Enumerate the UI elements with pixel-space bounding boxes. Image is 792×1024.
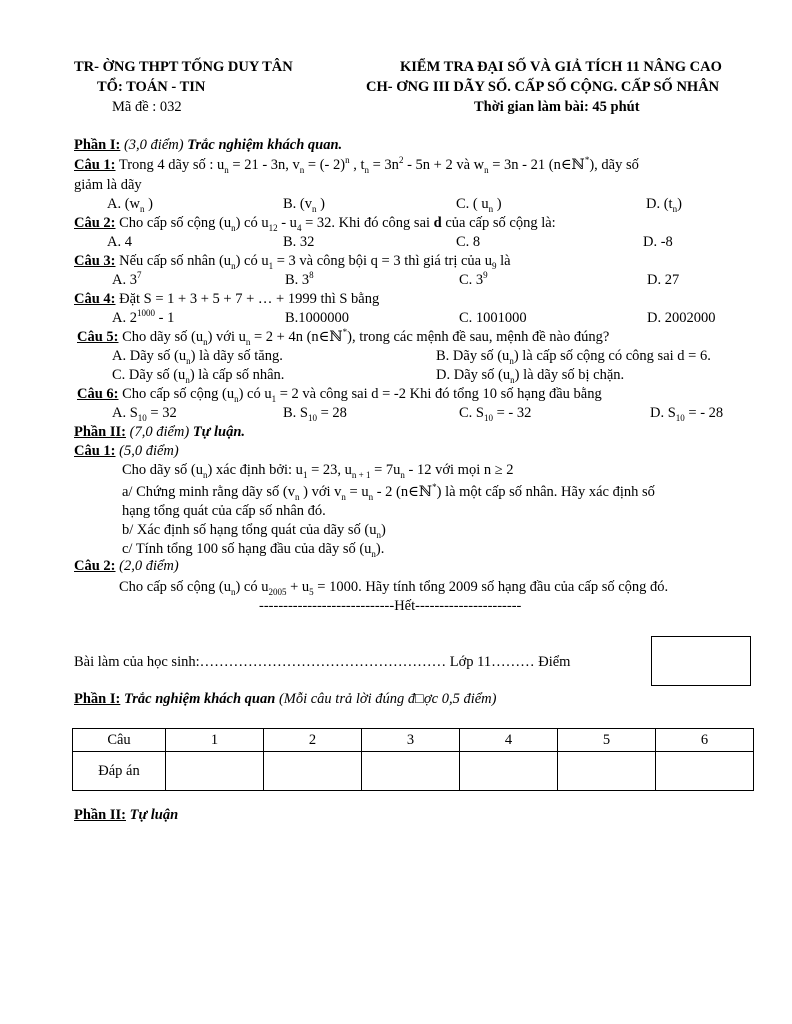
q2-option-b: B. 32: [283, 234, 315, 250]
q6-option-b: B. $S_{10} = 28$: [283, 405, 347, 423]
p2-q1-text: Cho dãy số $(u_n)$ xác định bởi: $u_1 = 23$, $u_{n + 1} = 7u_n - 12$ với mọi n ≥ 2: [122, 462, 514, 480]
header-cell: Câu: [73, 729, 166, 752]
q1-text-cont: giảm là dãy: [74, 177, 142, 193]
q6-option-d: D. $S_{10}$ = - 28: [650, 405, 724, 423]
q1-option-c: C. ( $u_n$ ): [456, 196, 502, 214]
q2-label: Câu 2:: [74, 215, 116, 231]
p2-q1-part-c: c/ Tính tổng 100 số hạng đầu của dãy số $(u_n)$.: [122, 541, 385, 559]
exam-title: KIỂM TRA ĐẠI SỐ VÀ GIẢ TÍCH 11 NÂNG CAO: [400, 59, 722, 75]
q5-option-b: B. Dãy số $(u_n)$ là cấp số cộng có công sai d = 6.: [436, 348, 711, 366]
q2-text: Câu 2: Cho cấp số cộng $(u_n)$ có $u_{12} - u_4 = 32$. Khi đó công sai d của cấp số cộng là:: [74, 215, 556, 233]
answer-cell[interactable]: [264, 752, 362, 791]
answer-row: [73, 752, 754, 791]
q1-option-b: B. ($v_n$ ): [283, 196, 325, 214]
answer-table-header: [73, 729, 754, 752]
part1-heading: Phần I: (3,0 điểm) Trắc nghiệm khách quan.: [74, 137, 343, 153]
q3-option-c: C. $3^9$: [459, 270, 488, 288]
q6-option-a: A. $S_{10} = 32$: [112, 405, 177, 423]
q1-option-a: A. ($w_n$ ): [107, 196, 153, 214]
q2-option-d: D. -8: [643, 234, 673, 250]
q6-option-c: C. $S_{10}$ = - 32: [459, 405, 532, 423]
q6-text: Câu 6: Cho cấp số cộng $(u_n)$ có $u_1 = 2$ và công sai d = -2 Khi đó tổng 10 số hạng đầu bằng: [77, 386, 602, 404]
answer-cell[interactable]: [558, 752, 656, 791]
q4-label: Câu 4:: [74, 291, 116, 307]
answer-row-label: Đáp án: [73, 752, 166, 791]
p2-q1-part-b: b/ Xác định số hạng tổng quát của dãy số $(u_n)$: [122, 522, 386, 540]
header-cell: 5: [558, 729, 656, 752]
chapter-title: CH- ƠNG III DÃY SỐ. CẤP SỐ CỘNG. CẤP SỐ NHÂN: [366, 79, 720, 95]
q5-option-a: A. Dãy số $(u_n)$ là dãy số tăng.: [112, 348, 283, 366]
q1-label: Câu 1:: [74, 157, 116, 173]
part2-heading: Phần II: (7,0 điểm) Tự luận.: [74, 424, 246, 440]
score-box[interactable]: [651, 636, 751, 686]
answer-cell[interactable]: [362, 752, 460, 791]
header-cell: 4: [460, 729, 558, 752]
q1-option-d: D. $(t_n)$: [646, 196, 682, 214]
answer-cell[interactable]: [166, 752, 264, 791]
student-line: Bài làm của học sinh:…………………………………………… Lớp 11……… Điểm: [74, 654, 571, 670]
p2-q1-part-a: a/ Chứng minh rằng dãy số ($v_n$ ) với $v_n = u_n - 2$ (n∈ℕ*) là một cấp số nhân. Hãy xác định số: [122, 482, 655, 502]
q3-option-a: A. $3^7$: [112, 270, 142, 288]
q4-text: Câu 4: Đặt S = 1 + 3 + 5 + 7 + … + 1999 thì S bằng: [74, 291, 380, 307]
q2-option-c: C. 8: [456, 234, 481, 250]
q5-option-d: D. Dãy số $(u_n)$ là dãy số bị chặn.: [436, 367, 625, 385]
answer-part2-heading: Phần II: Tự luận: [74, 807, 179, 823]
q1-text: Câu 1: Trong 4 dãy số : $u_n = 21 - 3n$, $v_n$ = (- 2)$^n$ , $t_n = 3n^2 - 5n + 2$ và $w_n = 3n - 21$ (n∈ℕ*), dãy số: [74, 155, 639, 175]
q6-label: Câu 6:: [77, 386, 119, 402]
q2-option-a: A. 4: [107, 234, 132, 250]
exam-code: Mã đề : 032: [112, 99, 182, 115]
answer-table: [72, 728, 754, 791]
p2-q1-part-a-cont: hạng tổng quát của cấp số nhân đó.: [122, 503, 326, 519]
header-cell: 2: [264, 729, 362, 752]
p2-q2-text: Cho cấp số cộng $(u_n)$ có $u_{2005} + u_5 = 1000$. Hãy tính tổng 2009 số hạng đầu của cấp số cộng đó.: [119, 579, 669, 597]
q3-option-b: B. $3^8$: [285, 270, 314, 288]
score-label: Điểm: [538, 654, 571, 670]
header-cell: 3: [362, 729, 460, 752]
q3-option-d: D. 27: [647, 272, 680, 288]
q4-option-d: D. 2002000: [647, 310, 716, 326]
q5-text: Câu 5: Cho dãy số $(u_n)$ với $u_n = 2 + 4n$ (n∈ℕ*), trong các mệnh đề sau, mệnh đề nào đúng?: [77, 327, 610, 347]
school-name: TR- ỜNG THPT TỐNG DUY TÂN: [74, 59, 293, 75]
header-cell: 1: [166, 729, 264, 752]
q3-text: Câu 3: Nếu cấp số nhân $(u_n)$ có $u_1 = 3$ và công bội q = 3 thì giá trị của $u_9$ là: [74, 253, 511, 271]
department: TỔ: TOÁN - TIN: [97, 79, 206, 95]
answer-cell[interactable]: [460, 752, 558, 791]
header-cell: 6: [656, 729, 754, 752]
p2-q1-heading: Câu 1: (5,0 điểm): [74, 443, 179, 459]
p2-q2-heading: Câu 2: (2,0 điểm): [74, 558, 179, 574]
duration: Thời gian làm bài: 45 phút: [474, 99, 640, 115]
q5-label: Câu 5:: [77, 329, 119, 345]
q4-option-a: A. $2^{1000} - 1$: [112, 308, 175, 326]
q3-label: Câu 3:: [74, 253, 116, 269]
answer-part1-heading: Phần I: Trắc nghiệm khách quan (Mỗi câu trả lời đúng đ□ợc 0,5 điểm): [74, 691, 497, 707]
q5-option-c: C. Dãy số $(u_n)$ là cấp số nhân.: [112, 367, 285, 385]
answer-cell[interactable]: [656, 752, 754, 791]
end-line: ----------------------------Hết----------------------: [259, 598, 522, 614]
q4-option-c: C. 1001000: [459, 310, 527, 326]
q4-option-b: B.1000000: [285, 310, 350, 326]
